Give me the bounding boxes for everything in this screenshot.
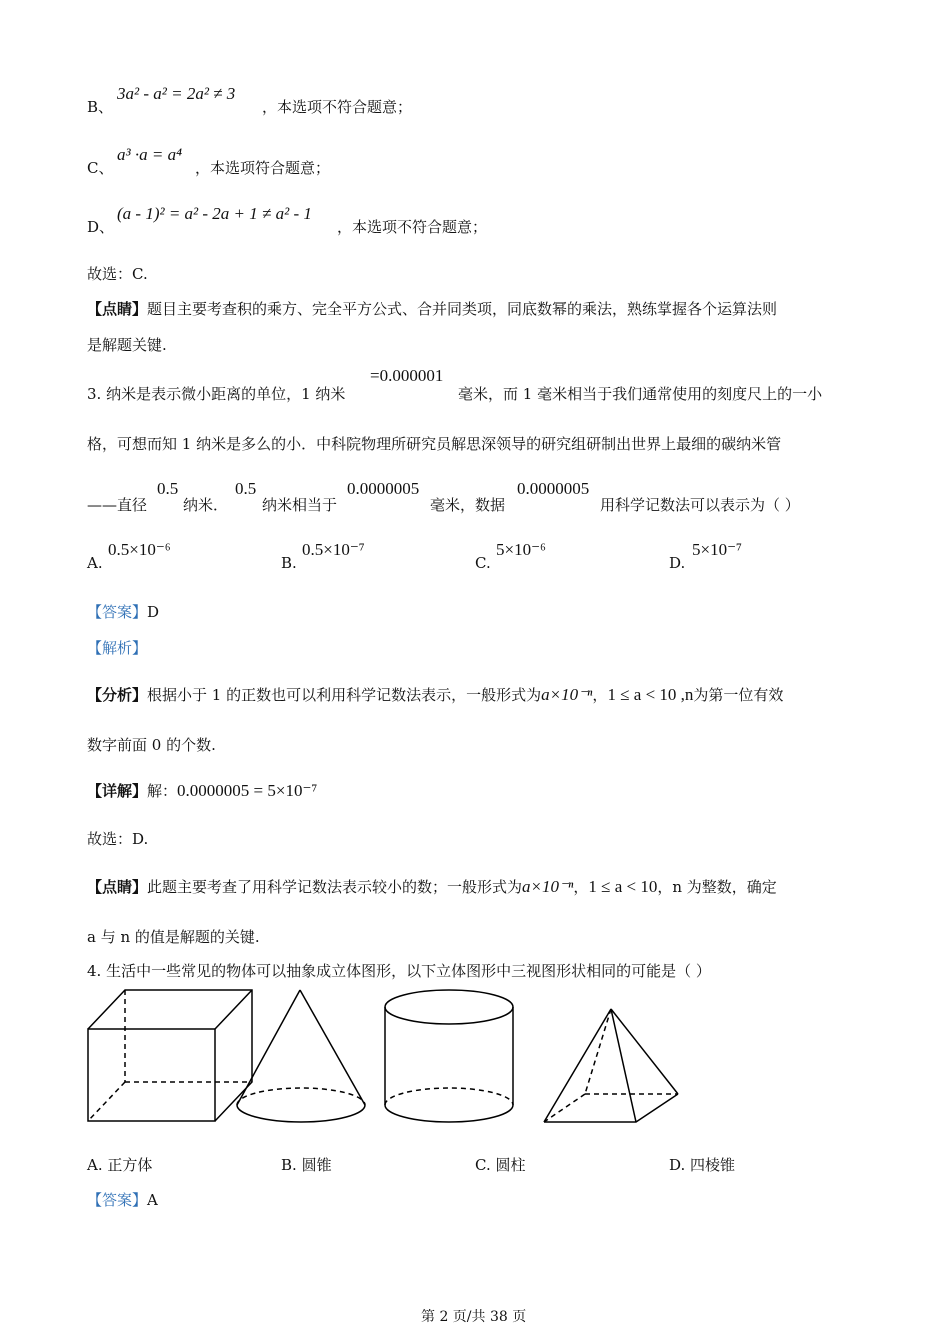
q2-option-d-text: ，本选项不符合题意； (337, 218, 488, 236)
q3-stem-line3-m4: 0.0000005 (517, 479, 590, 498)
q3-fenxi-m2: 1 ≤ a < 10 ,n (607, 685, 694, 704)
q2-option-b-formula-text: 3a² - a² = 2a² ≠ 3 (117, 84, 236, 103)
q3-comment-tag: 【点睛】 (87, 878, 148, 896)
q4-answer-value: A (147, 1191, 158, 1209)
q4-option-b-label: B. (281, 1156, 297, 1174)
q4-option-a-text: 正方体 (107, 1156, 153, 1174)
q2-option-d-formula: (a - 1)² = a² - 2a + 1 ≠ a² - 1 (117, 204, 312, 223)
q4-option-a (87, 1154, 152, 1175)
q3-comment-b: ， (573, 878, 589, 896)
q3-detail-tag: 【详解】 (87, 782, 148, 800)
q3-option-d-label: D. (669, 554, 686, 572)
q3-option-d-math: 5×10⁻⁷ (692, 540, 742, 559)
q3-fenxi-tag: 【分析】 (87, 686, 148, 704)
q3-fenxi-a: 根据小于 1 的正数也可以利用科学记数法表示，一般形式为 (147, 686, 542, 704)
q4-option-d-text: 四棱锥 (690, 1156, 736, 1174)
q3-analysis-tag: 【解析】 (87, 639, 148, 657)
q3-option-b-math: 0.5×10⁻⁷ (302, 540, 365, 559)
q4-option-b (281, 1154, 332, 1175)
q3-detail (87, 780, 317, 801)
q3-comment-a: 此题主要考查了用科学记数法表示较小的数；一般形式为 (147, 878, 523, 896)
q3-comment-m1: a×10⁻ⁿ (522, 877, 574, 896)
q2-option-b-text: ，本选项不符合题意； (262, 98, 413, 116)
q3-stem-line3-b: 纳米． (183, 496, 229, 514)
q3-stem-line3-m3: 0.0000005 (347, 479, 420, 498)
q4-option-b-text: 圆锥 (301, 1156, 332, 1174)
q3-stem-line3-d: 毫米，数据 (430, 496, 506, 514)
q3-stem-line2: 格，可想而知 1 纳米是多么的小．中科院物理所研究员解思深领导的研究组研制出世界上最细的碳纳米管 (87, 435, 782, 453)
q2-option-c-text: ，本选项符合题意； (195, 159, 331, 177)
q3-option-a-math: 0.5×10⁻⁶ (108, 540, 171, 559)
q2-option-c-label: C、 (87, 159, 114, 177)
q3-answer (87, 601, 159, 622)
q4-option-d (669, 1154, 735, 1175)
q3-comment-m2: 1 ≤ a < 10 (588, 877, 658, 896)
q3-answer-tag: 【答案】 (87, 603, 148, 621)
q3-option-c-math: 5×10⁻⁶ (496, 540, 546, 559)
q2-option-c-formula: a³ ·a = a⁴ (117, 145, 182, 164)
q4-option-a-label: A. (87, 1156, 103, 1174)
cube-figure (88, 990, 252, 1121)
q2-comment-tag: 【点睛】 (87, 300, 148, 318)
q4-solid-figures (80, 985, 690, 1130)
q3-fenxi-b: ， (592, 686, 608, 704)
q4-option-c-label: C. (475, 1156, 491, 1174)
q3-fenxi-line2: 数字前面 0 的个数. (87, 736, 216, 754)
q2-option-d-label: D、 (87, 218, 115, 236)
q3-stem-line3-m1: 0.5 (157, 479, 179, 498)
q3-stem-line3-a: ——直径 (87, 496, 148, 514)
q4-answer (87, 1189, 158, 1210)
q3-stem-line3-e: 用科学记数法可以表示为（ ） (600, 496, 800, 514)
q3-comment-line1 (87, 876, 777, 897)
q3-detail-a: 解： (147, 782, 178, 800)
q2-comment-line2: 是解题关键. (87, 336, 167, 354)
q3-choose: 故选：D. (87, 830, 149, 848)
cone-figure (237, 990, 365, 1122)
q3-answer-value: D (147, 603, 160, 621)
q2-comment-text: 题目主要考查积的乘方、完全平方公式、合并同类项，同底数幂的乘法，熟练掌握各个运算法则 (147, 300, 778, 318)
page-number: 第 2 页/共 38 页 (421, 1309, 527, 1325)
q3-fenxi-c: 为第一位有效 (693, 686, 784, 704)
q4-option-c-text: 圆柱 (495, 1156, 526, 1174)
q3-comment-c: ，n 为整数，确定 (657, 878, 777, 896)
q3-stem-line3-m2: 0.5 (235, 479, 257, 498)
pyramid-figure (544, 1009, 678, 1122)
q3-stem-line1-math: =0.000001 (370, 366, 444, 385)
cylinder-figure (385, 990, 513, 1122)
q2-comment-line1 (87, 298, 777, 319)
q3-option-a-label: A. (87, 554, 103, 572)
q3-stem-line1-a: 3. 纳米是表示微小距离的单位，1 纳米 (87, 385, 346, 403)
q3-comment-line2: a 与 n 的值是解题的关键. (87, 928, 260, 946)
q4-option-d-label: D. (669, 1156, 686, 1174)
q4-answer-tag: 【答案】 (87, 1191, 148, 1209)
q3-option-c-label: C. (475, 554, 491, 572)
q3-detail-math: 0.0000005 = 5×10⁻⁷ (177, 781, 318, 800)
q4-option-c (475, 1154, 526, 1175)
q3-option-b-label: B. (281, 554, 297, 572)
q4-stem: 4. 生活中一些常见的物体可以抽象成立体图形，以下立体图形中三视图形状相同的可能是（ ） (87, 962, 711, 980)
q3-fenxi-line1 (87, 684, 783, 705)
q3-stem-line3-c: 纳米相当于 (262, 496, 338, 514)
q2-option-b-label: B、 (87, 98, 114, 116)
q3-fenxi-m1: a×10⁻ⁿ (541, 685, 593, 704)
q2-choose: 故选：C. (87, 265, 148, 283)
q2-option-b-formula (117, 84, 235, 104)
q3-stem-line1-b: 毫米，而 1 毫米相当于我们通常使用的刻度尺上的一小 (458, 385, 823, 403)
